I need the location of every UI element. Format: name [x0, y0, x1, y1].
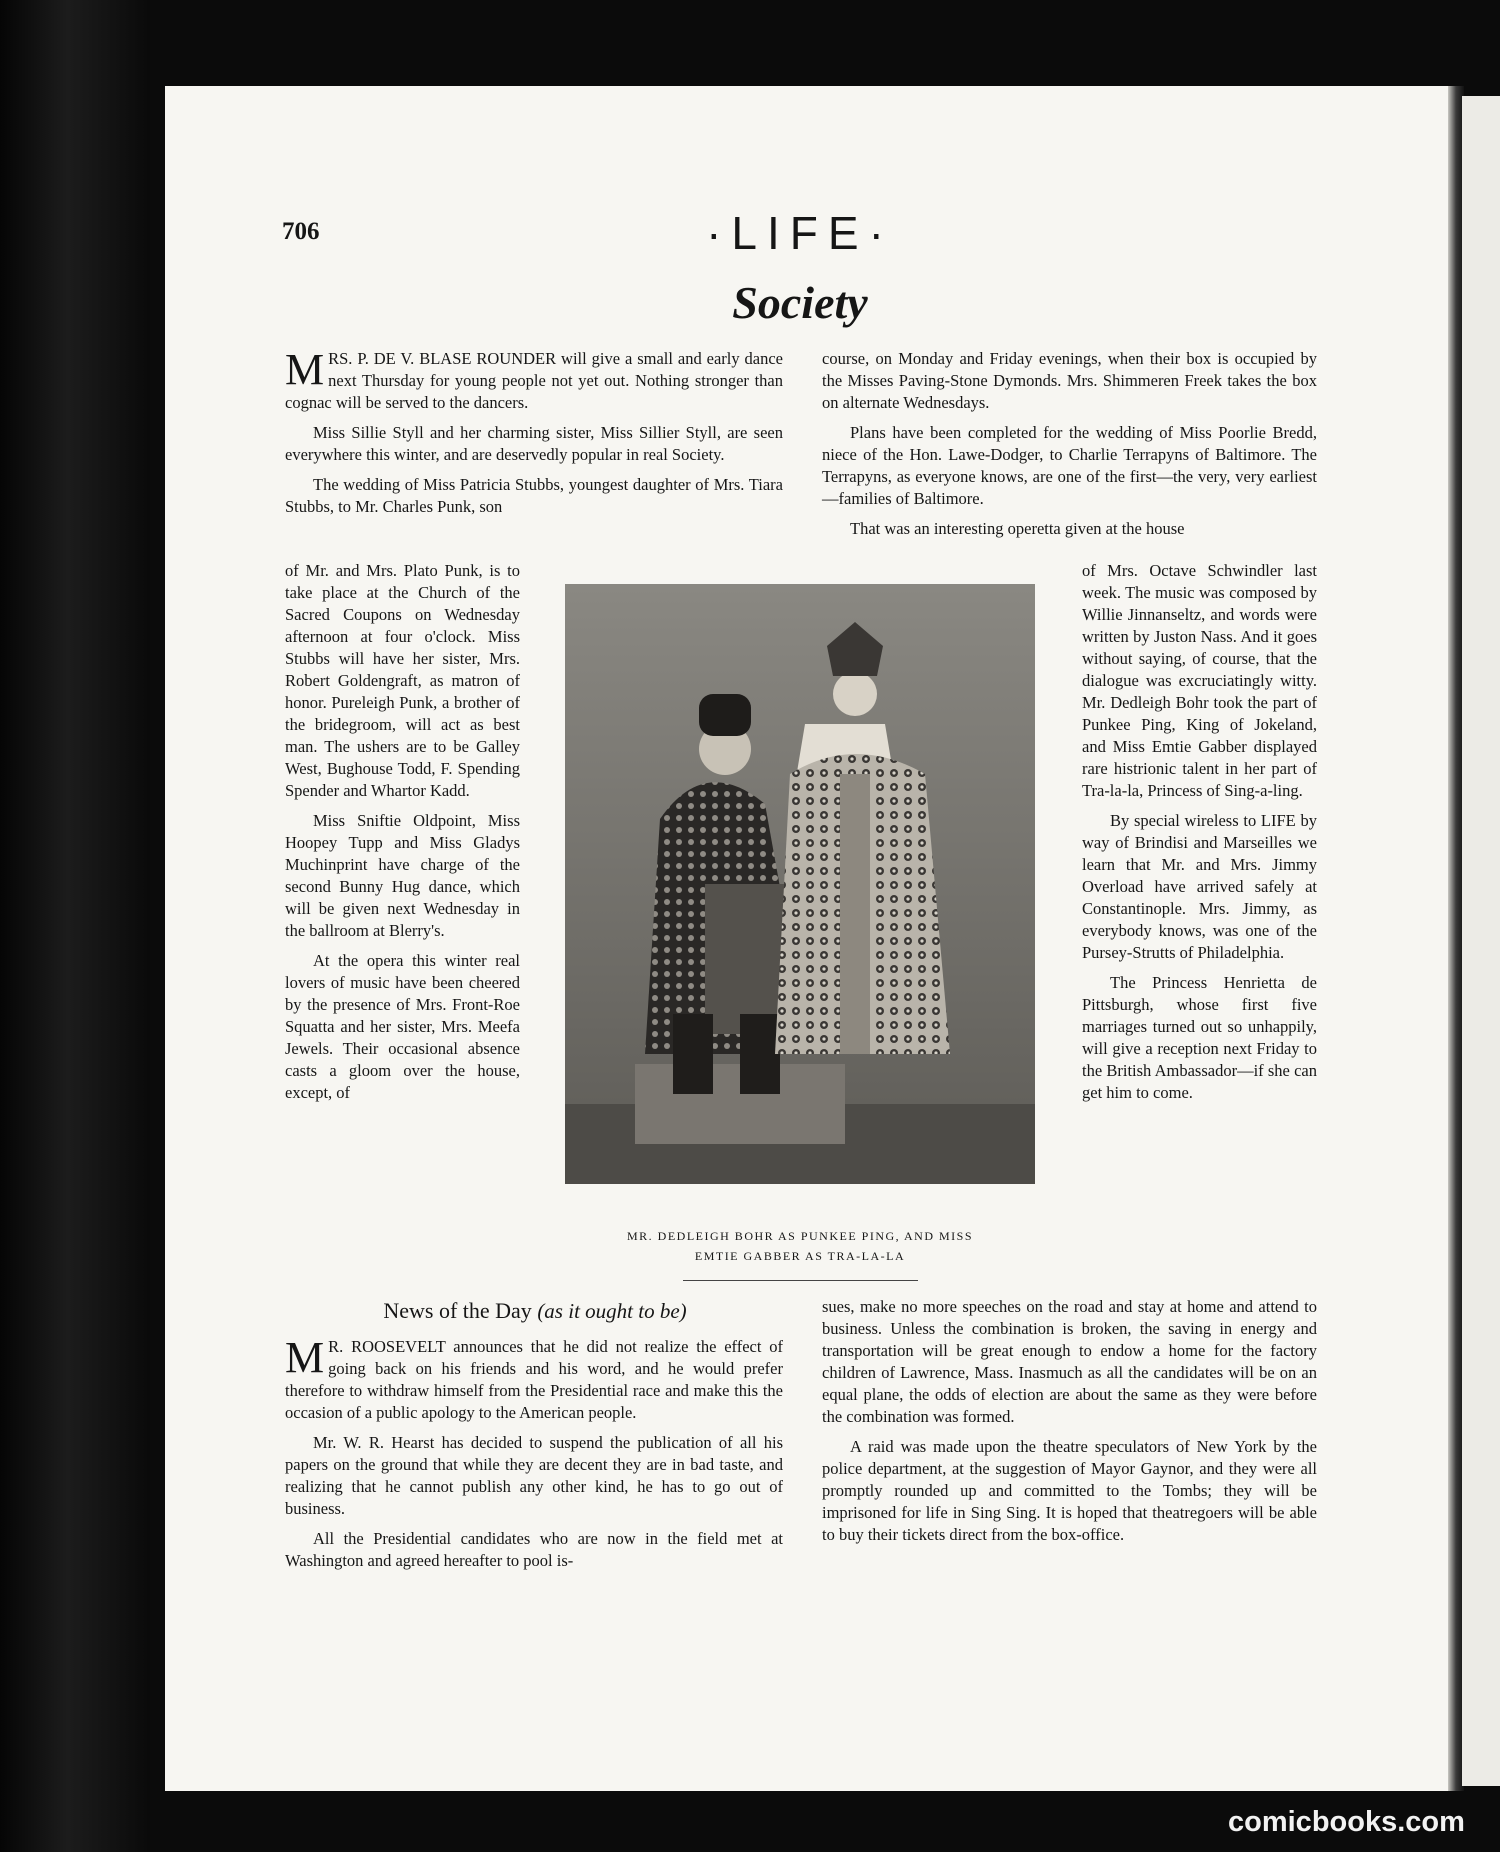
- section-title: Society: [732, 277, 868, 328]
- society-column-1-top: [285, 345, 783, 556]
- adjacent-page-edge: [1462, 96, 1500, 1786]
- paragraph: [1082, 810, 1317, 964]
- photo-illustration: [565, 584, 1035, 1184]
- paragraph-text: Miss Sniftie Oldpoint, Miss Hoopey Tupp and Miss Gladys Muchinprint have charge of the second Bunny Hug dance, which will be given next Wednesday in the ballroom at Blerry's.: [285, 811, 520, 940]
- paragraph-text: All the Presidential candidates who are now in the field met at Washington and agreed hereafter to pool is-: [285, 1529, 783, 1570]
- paragraph-text: The wedding of Miss Patricia Stubbs, youngest daughter of Mrs. Tiara Stubbs, to Mr. Charles Punk, son: [285, 475, 783, 516]
- costume-photograph: [565, 584, 1035, 1184]
- society-column-2-narrow: [1082, 560, 1317, 1276]
- drop-cap: M: [285, 1333, 325, 1382]
- paragraph-text: of Mrs. Octave Schwindler last week. The music was composed by Willie Jinnanseltz, and words were written by Juston Nass. And it goes without saying, of course, that the dialogue was excruciatingly witty. Mr. Dedleigh Bohr took the part of Punkee Ping, King of Jokeland, and Miss Emtie Gabber displayed rare histrionic talent in her part of Tra-la-la, Princess of Sing-a-ling.: [1082, 561, 1317, 800]
- paragraph: [285, 474, 783, 518]
- paragraph: [285, 345, 783, 414]
- caption-divider: [683, 1280, 918, 1281]
- drop-cap: M: [285, 345, 325, 394]
- news-heading-text: News of the Day: [383, 1298, 532, 1323]
- paragraph: [822, 1296, 1317, 1428]
- news-column-1: [285, 1333, 783, 1644]
- paragraph: [822, 422, 1317, 510]
- paragraph-text: A raid was made upon the theatre speculators of New York by the police department, at the suggestion of Mayor Gaynor, and they were all promptly rounded up and committed to the Tombs; they will be imprisoned for life in Sing Sing. It is hoped that theatregoers will be able to buy their tickets direct from the box-office.: [822, 1437, 1317, 1544]
- news-heading: [330, 1298, 740, 1324]
- paragraph: [1082, 560, 1317, 802]
- paragraph: [285, 1528, 783, 1572]
- paragraph-text: At the opera this winter real lovers of music have been cheered by the presence of Mrs. Front-Roe Squatta and her sister, Mrs. Meefa Jewels. Their occasional absence casts a gloom over the house, except, of: [285, 951, 520, 1102]
- caption-line-1: MR. DEDLEIGH BOHR AS PUNKEE PING, AND MISS: [626, 1229, 974, 1243]
- caption-line-2: EMTIE GABBER AS TRA-LA-LA: [694, 1249, 906, 1263]
- watermark: comicbooks.com: [1228, 1806, 1465, 1838]
- society-column-2-top: [822, 348, 1317, 556]
- paragraph-text: Miss Sillie Styll and her charming sister, Miss Sillier Styll, are seen everywhere this winter, and are deservedly popular in real Society.: [285, 423, 783, 464]
- paragraph: [822, 1436, 1317, 1546]
- paragraph-text: sues, make no more speeches on the road and stay at home and attend to business. Unless the combination is broken, the saving in energy and transportation will be great enough to endow a home for the factory children of Lawrence, Mass. Inasmuch as all the candidates will be on an equal plane, the odds of election are about the same as they were before the combination was formed.: [822, 1297, 1317, 1426]
- paragraph: [1082, 972, 1317, 1104]
- paragraph: [822, 348, 1317, 414]
- paragraph-text: The Princess Henrietta de Pittsburgh, whose first five marriages turned out so unhappily, will give a reception next Friday to the British Ambassador—if she can get him to come.: [1082, 973, 1317, 1102]
- page-number: 706: [282, 218, 320, 245]
- paragraph-text: Plans have been completed for the wedding of Miss Poorlie Bredd, niece of the Hon. Lawe-Dodger, to Charlie Terrapyns of Baltimore. The Terrapyns, as everyone knows, are one of the first—the very, very earliest—families of Baltimore.: [822, 423, 1317, 508]
- paragraph-text: By special wireless to LIFE by way of Brindisi and Marseilles we learn that Mr. and Mrs. Jimmy Overload have arrived safely at Constantinople. Mrs. Jimmy, as everybody knows, was one of the Pursey-Strutts of Philadelphia.: [1082, 811, 1317, 962]
- scan-left-edge: [0, 0, 150, 1852]
- news-column-2: [822, 1296, 1317, 1616]
- news-heading-italic: (as it ought to be): [537, 1299, 687, 1323]
- paragraph-text: of Mr. and Mrs. Plato Punk, is to take place at the Church of the Sacred Coupons on Wednesday afternoon at four o'clock. Miss Stubbs will have her sister, Mrs. Robert Goldengraft, as matron of honor. Pureleigh Punk, a brother of the bridegroom, will act as best man. The ushers are to be Galley West, Bughouse Todd, F. Spending Spender and Whartor Kadd.: [285, 561, 520, 800]
- paragraph: [285, 1333, 783, 1424]
- paragraph-text: Mr. W. R. Hearst has decided to suspend the publication of all his papers on the ground that while they are decent they are in bad taste, and realizing that he cannot publish any other kind, he has to go out of business.: [285, 1433, 783, 1518]
- paragraph-text: That was an interesting operetta given at the house: [850, 519, 1185, 538]
- paragraph-text: R. ROOSEVELT announces that he did not realize the effect of going back on his friends and his word, and he would prefer therefore to withdraw himself from the Presidential race and make this the occasion of a public apology to the American people.: [285, 1337, 783, 1422]
- masthead: ·LIFE·: [706, 207, 894, 259]
- paragraph: [285, 1432, 783, 1520]
- paragraph: [822, 518, 1317, 540]
- paragraph: [285, 422, 783, 466]
- society-column-1-narrow: [285, 560, 520, 1276]
- photo-caption: [565, 1226, 1035, 1266]
- paragraph: [285, 810, 520, 942]
- paragraph-text: course, on Monday and Friday evenings, when their box is occupied by the Misses Paving-Stone Dymonds. Mrs. Shimmeren Freek takes the box on alternate Wednesdays.: [822, 349, 1317, 412]
- paragraph: [285, 560, 520, 802]
- paragraph-text: RS. P. DE V. BLASE ROUNDER will give a small and early dance next Thursday for young people not yet out. Nothing stronger than cognac will be served to the dancers.: [285, 349, 783, 412]
- paragraph: [285, 950, 520, 1104]
